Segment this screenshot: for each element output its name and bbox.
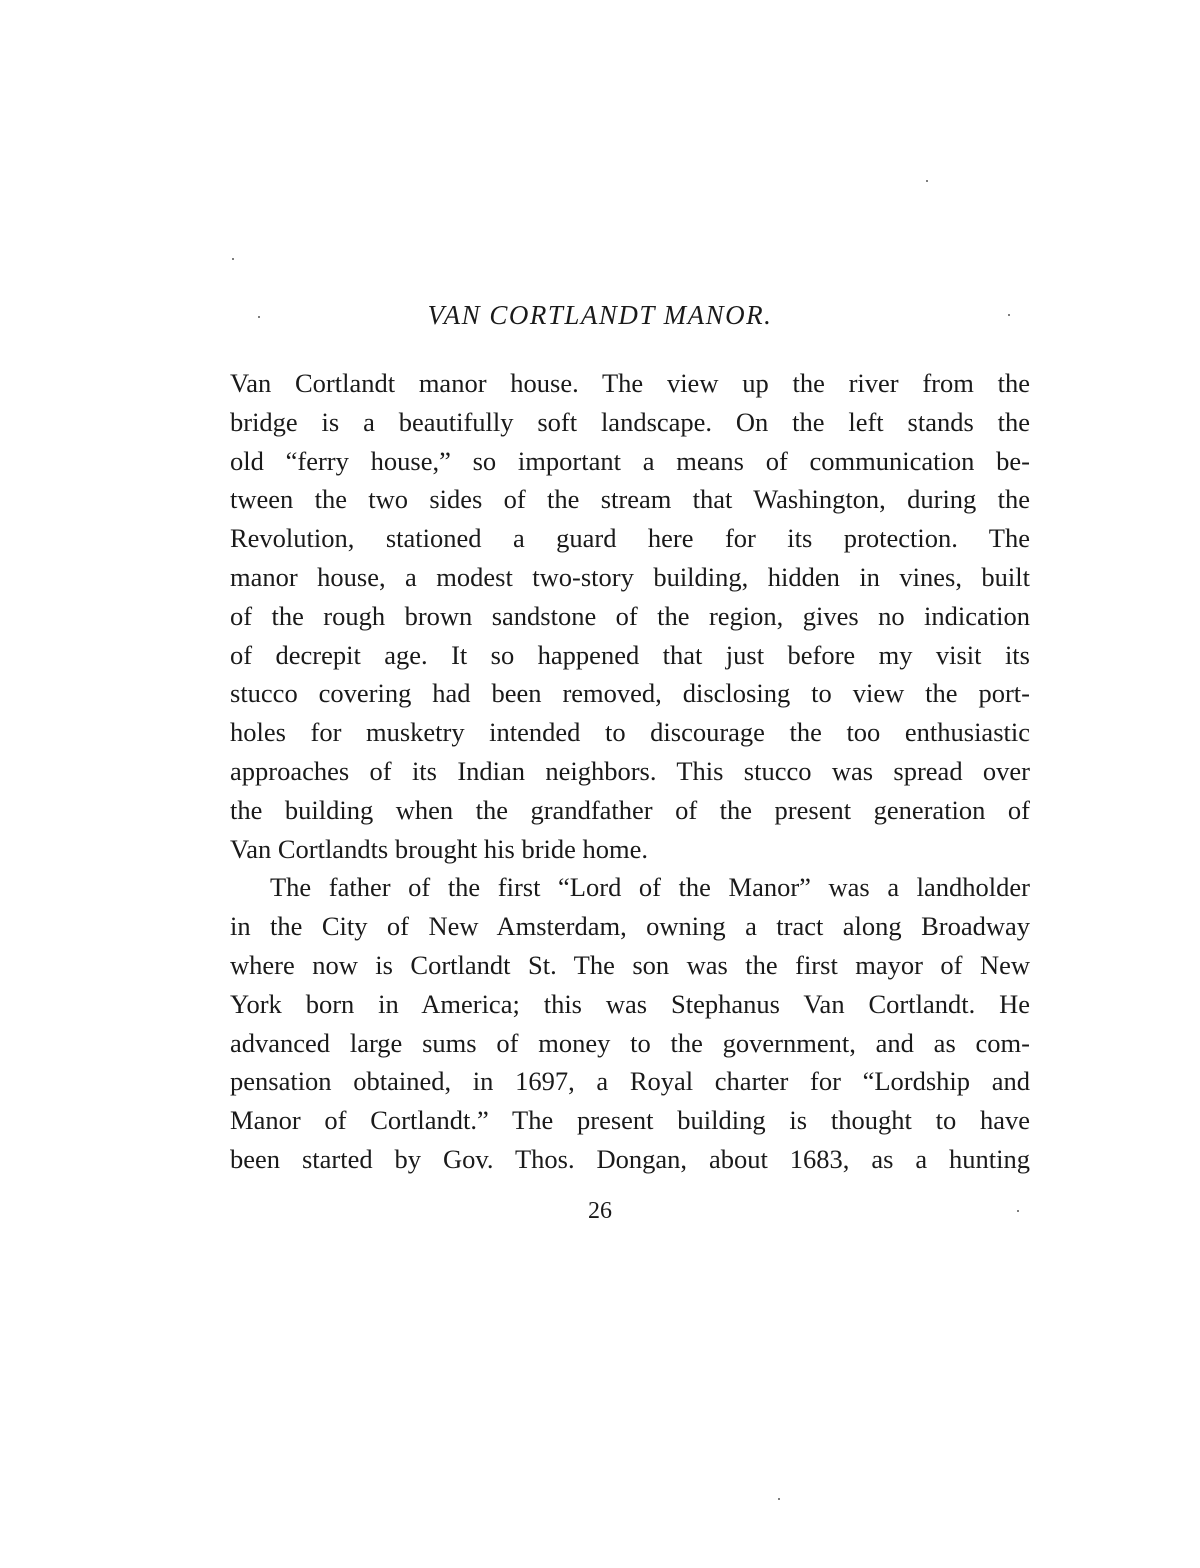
text-line: holes for musketry intended to discourage the too enthusiastic xyxy=(230,717,1030,748)
text-line: York born in America; this was Stephanus Van Cortlandt. He xyxy=(230,988,1030,1019)
text-line: Revolution, stationed a guard here for its protection. The xyxy=(230,523,1030,554)
body-text xyxy=(230,364,1030,1179)
text-line: in the City of New Amsterdam, owning a tract along Broadway xyxy=(230,911,1030,942)
text-line: the building when the grandfather of the present generation of xyxy=(230,794,1030,825)
running-head: VAN CORTLANDT MANOR. xyxy=(427,300,773,330)
text-line: been started by Gov. Thos. Dongan, about 1683, as a hunting xyxy=(230,1143,1030,1174)
text-line: bridge is a beautifully soft landscape. On the left stands the xyxy=(230,406,1030,437)
page-number: 26 xyxy=(588,1198,612,1224)
scan-speck xyxy=(1017,1210,1019,1212)
text-line: pensation obtained, in 1697, a Royal charter for “Lordship and xyxy=(230,1066,1030,1097)
text-line: The father of the first “Lord of the Manor” was a landholder xyxy=(270,872,1030,903)
text-line: old “ferry house,” so important a means of communication be- xyxy=(230,445,1030,476)
text-line: Van Cortlandt manor house. The view up the river from the xyxy=(230,368,1030,398)
scan-speck xyxy=(778,1498,780,1500)
text-line: where now is Cortlandt St. The son was the first mayor of New xyxy=(230,949,1030,980)
text-line: Manor of Cortlandt.” The present building is thought to have xyxy=(230,1105,1030,1136)
text-line: Van Cortlandts brought his bride home. xyxy=(230,833,649,864)
text-line: tween the two sides of the stream that Washington, during the xyxy=(230,484,1030,515)
text-line: manor house, a modest two-story building, hidden in vines, built xyxy=(230,561,1030,592)
text-line: of decrepit age. It so happened that just before my visit its xyxy=(230,639,1030,670)
scan-speck xyxy=(258,316,260,318)
text-line: of the rough brown sandstone of the region, gives no indication xyxy=(230,600,1030,631)
scan-speck xyxy=(1008,314,1010,316)
paragraph-1 xyxy=(230,364,1030,868)
text-line: advanced large sums of money to the government, and as com- xyxy=(230,1027,1030,1058)
paragraph-2 xyxy=(230,868,1030,1178)
scan-speck xyxy=(232,258,234,260)
text-line: stucco covering had been removed, disclosing to view the port- xyxy=(230,678,1030,709)
scan-speck xyxy=(926,180,928,182)
text-line: approaches of its Indian neighbors. This stucco was spread over xyxy=(230,755,1030,786)
